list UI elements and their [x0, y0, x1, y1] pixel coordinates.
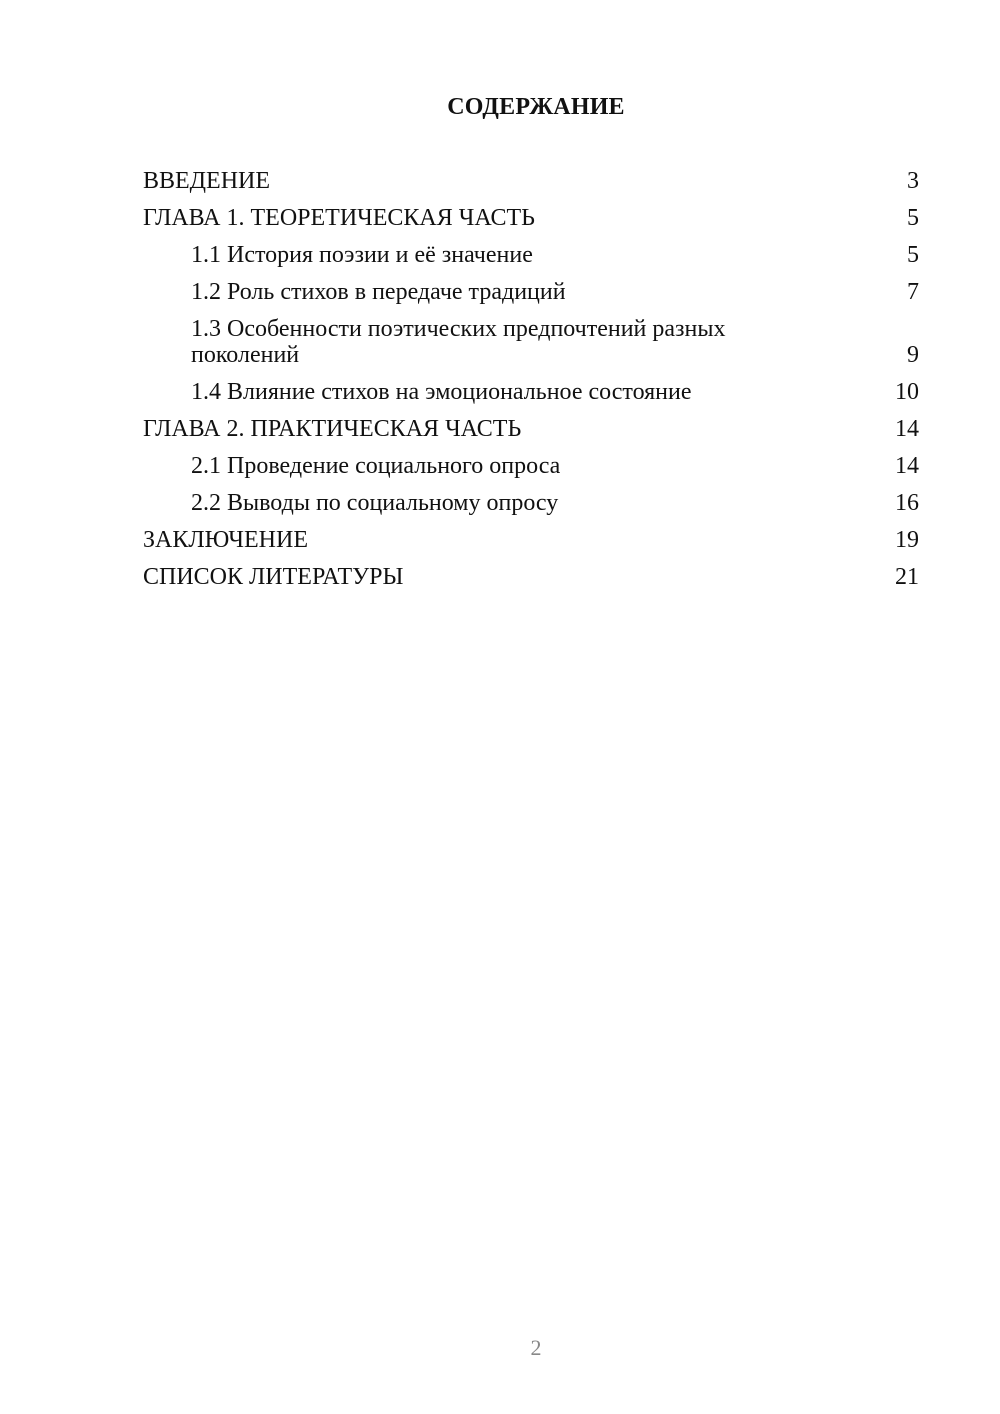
toc-entry-page: 3 [907, 168, 919, 194]
toc-entry-section-2-2[interactable] [143, 490, 919, 516]
toc-entry-label: ВВЕДЕНИЕ [143, 168, 271, 194]
toc-entry-bibliography[interactable] [143, 564, 919, 590]
toc-entry-label: 1.3 Особенности поэтических предпочтений разных поколений [191, 316, 726, 368]
toc-entry-label: ГЛАВА 1. ТЕОРЕТИЧЕСКАЯ ЧАСТЬ [143, 205, 535, 231]
toc-entry-page: 21 [895, 564, 919, 590]
toc-entry-page: 5 [907, 242, 919, 268]
toc-entry-section-2-1[interactable] [143, 453, 919, 479]
toc-entry-page: 19 [895, 527, 919, 553]
toc-entry-label: 2.1 Проведение социального опроса [191, 453, 561, 479]
toc-entry-section-1-2[interactable] [143, 279, 919, 305]
toc-entry-label: СПИСОК ЛИТЕРАТУРЫ [143, 564, 404, 590]
toc-entry-label: 1.4 Влияние стихов на эмоциональное состояние [191, 379, 692, 405]
toc-entry-page: 9 [907, 342, 919, 368]
toc-entry-page: 5 [907, 205, 919, 231]
toc-entry-label: ЗАКЛЮЧЕНИЕ [143, 527, 308, 553]
toc-title: СОДЕРЖАНИЕ [447, 94, 625, 120]
toc-entry-page: 14 [895, 453, 919, 479]
toc-entry-page: 7 [907, 279, 919, 305]
toc-entry-page: 16 [895, 490, 919, 516]
toc-entry-label: 1.1 История поэзии и её значение [191, 242, 533, 268]
toc-entry-label: ГЛАВА 2. ПРАКТИЧЕСКАЯ ЧАСТЬ [143, 416, 522, 442]
toc-entry-introduction[interactable] [143, 168, 919, 194]
toc-entry-section-1-4[interactable] [143, 379, 919, 405]
page-number: 2 [530, 1335, 542, 1360]
toc-entry-page: 10 [895, 379, 919, 405]
toc-entry-chapter-2[interactable] [143, 416, 919, 442]
toc-entry-chapter-1[interactable] [143, 205, 919, 231]
toc-entry-section-1-1[interactable] [143, 242, 919, 268]
toc-entry-page: 14 [895, 416, 919, 442]
table-of-contents [143, 168, 919, 601]
toc-entry-label: 1.2 Роль стихов в передаче традиций [191, 279, 566, 305]
toc-entry-section-1-3[interactable] [143, 316, 919, 368]
toc-entry-label: 2.2 Выводы по социальному опросу [191, 490, 559, 516]
toc-entry-conclusion[interactable] [143, 527, 919, 553]
